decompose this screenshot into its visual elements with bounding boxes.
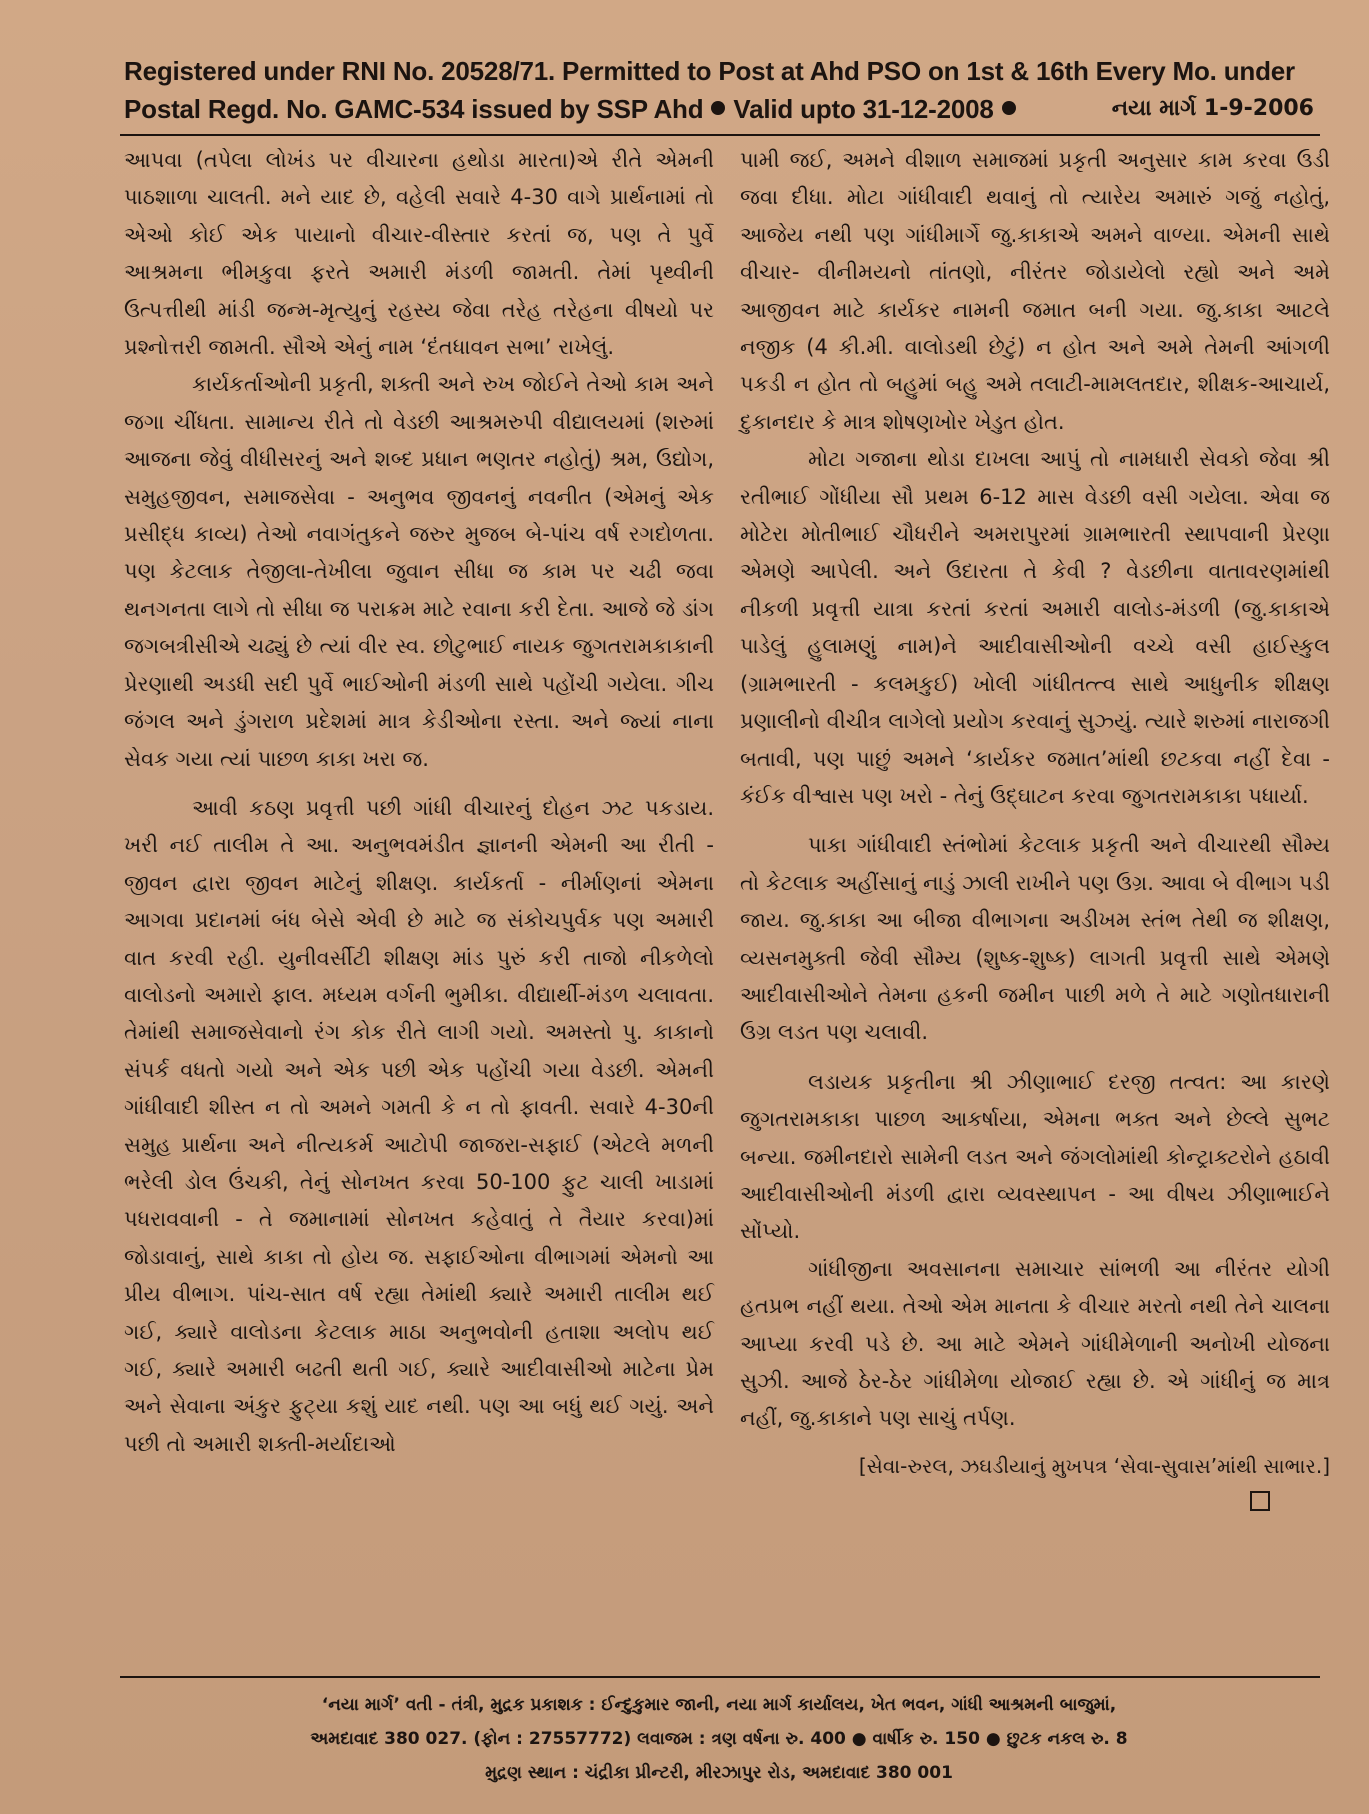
paragraph: પાકા ગાંધીવાદી સ્તંભોમાં કેટલાક પ્રકૃતી અને વીચારથી સૌમ્ય તો કેટલાક અહીંસાનું નાડું ઝાલી રાખીને પણ ઉગ્ર. આવા બે વીભાગ પડી જાય. જુ.કાકા આ બીજા વીભાગના અડીખમ સ્તંભ તેથી જ શીક્ષણ, વ્યસનમુક્તી જેવી સૌમ્ય (શુષ્ક-શુષ્ક) લાગતી પ્રવૃત્તી સાથે એમણે આદીવાસીઓને તેમના હકની જમીન પાછી મળે તે માટે ગણોતધારાની ઉગ્ર લડત પણ ચલાવી. (740, 833, 1330, 1045)
valid-upto-text: Valid upto 31-12-2008 (733, 94, 994, 124)
paragraph: પામી જઈ, અમને વીશાળ સમાજમાં પ્રકૃતી અનુસાર કામ કરવા ઉડી જવા દીધા. મોટા ગાંધીવાદી થવાનું તો ત્યારેય અમારું ગજું નહોતું, આજેય નથી પણ ગાંધીમાર્ગે જુ.કાકાએ અમને વાળ્યા. એમની સાથે વીચાર- વીનીમયનો તાંતણો, નીરંતર જોડાયેલો રહ્યો અને અમે આજીવન માટે કાર્યકર નામની જમાત બની ગયા. જુ.કાકા આટલે નજીક (4 કી.મી. વાલોડથી છેટું) ન હોત અને અમે તેમની આંગળી પકડી ન હોત તો બહુમાં બહુ અમે તલાટી-મામલતદાર, શીક્ષક-આચાર્ય, દુકાનદાર કે માત્ર શોષણખોર ખેડુત હોત. (740, 148, 1330, 434)
footer-rule (120, 1676, 1320, 1678)
imprint-line-3: મુદ્રણ સ્થાન : ચંદ્રીકા પ્રીન્ટરી, મીરઝાપુર રોડ, અમદાવાદ 380 001 (485, 1763, 953, 1783)
paragraph: મોટા ગજાના થોડા દાખલા આપું તો નામધારી સેવકો જેવા શ્રી રતીભાઈ ગોંધીયા સૌ પ્રથમ 6-12 માસ વેડછી વસી ગયેલા. એવા જ મોટેરા મોતીભાઈ ચૌધરીને અમરાપુરમાં ગ્રામભારતી સ્થાપવાની પ્રેરણા એમણે આપેલી. અને ઉદારતા તે કેવી ? વેડછીના વાતાવરણમાંથી નીકળી પ્રવૃત્તી યાત્રા કરતાં કરતાં અમારી વાલોડ-મંડળી (જુ.કાકાએ પાડેલું હુલામણું નામ)ને આદીવાસીઓની વચ્ચે વસી હાઈસ્કુલ (ગ્રામભારતી - કલમકુઈ) ખોલી ગાંધીતત્ત્વ સાથે આધુનીક શીક્ષણ પ્રણાલીનો વીચીત્ર લાગેલો પ્રયોગ કરવાનું સુઝ્યું. ત્યારે શરુમાં નારાજગી બતાવી, પણ પાછું અમને ‘કાર્યકર જમાત’માંથી છટકવા નહીં દેવા - કંઈક વીશ્વાસ પણ ખરો - તેનું ઉદ્ઘાટન કરવા જુગતરામકાકા પધાર્યા. (740, 447, 1330, 808)
left-column (124, 142, 714, 1463)
paragraph: આવી કઠણ પ્રવૃત્તી પછી ગાંધી વીચારનું દોહન ઝટ પકડાય. ખરી નઈ તાલીમ તે આ. અનુભવમંડીત જ્ઞાનની એમની આ રીતી - જીવન દ્વારા જીવન માટેનું શીક્ષણ. કાર્યકર્તા - નીર્માણનાં એમના આગવા પ્રદાનમાં બંધ બેસે એવી છે માટે જ સંકોચપુર્વક પણ અમારી વાત કરવી રહી. યુનીવર્સીટી શીક્ષણ માંડ પુરું કરી તાજો નીકળેલો વાલોડનો અમારો ફાલ. મધ્યમ વર્ગની ભુમીકા. વીદ્યાર્થી-મંડળ ચલાવતા. તેમાંથી સમાજસેવાનો રંગ કોક રીતે લાગી ગયો. અમસ્તો પુ. કાકાનો સંપર્ક વધતો ગયો અને એક પછી એક પહોંચી ગયા વેડછી. એમની ગાંધીવાદી શીસ્ત ન તો અમને ગમતી કે ન તો ફાવતી. સવારે 4-30ની સમુહ પ્રાર્થના અને નીત્યકર્મ આટોપી જાજરા-સફાઈ (એટલે મળની ભરેલી ડોલ ઉંચકી, તેનું સોનખત કરવા 50-100 ફુટ ચાલી ખાડામાં પધરાવવાની - તે જમાનામાં સોનખત કહેવાતું તે તૈયાર કરવા)માં જોડાવાનું, સાથે કાકા તો હોય જ. સફાઈઓના વીભાગમાં એમનો આ પ્રીય વીભાગ. પાંચ-સાત વર્ષ રહ્યા તેમાંથી ક્યારે અમારી તાલીમ થઈ ગઈ, ક્યારે વાલોડના કેટલાક માઠા અનુભવોની હતાશા અલોપ થઈ ગઈ, ક્યારે અમારી બઢતી થતી ગઈ, ક્યારે આદીવાસીઓ માટેના પ્રેમ અને સેવાના અંકુર ફુટ્યા કશું યાદ નથી. પણ આ બધું થઈ ગયું. અને પછી તો અમારી શક્તી-મર્યાદાઓ (124, 795, 714, 1456)
bullet-dot-icon (1002, 101, 1016, 115)
paragraph: આપવા (તપેલા લોખંડ પર વીચારના હથોડા મારતા)એ રીતે એમની પાઠશાળા ચાલતી. મને યાદ છે, વહેલી સવારે 4-30 વાગે પ્રાર્થનામાં તો એઓ કોઈ એક પાયાનો વીચાર-વીસ્તાર કરતાં જ, પણ તે પુર્વે આશ્રમના ભીમકુવા ફરતે અમારી મંડળી જામતી. તેમાં પૃથ્વીની ઉત્પત્તીથી માંડી જન્મ-મૃત્યુનું રહસ્ય જેવા તરેહ તરેહના વીષયો પર પ્રશ્નોત્તરી જામતી. સૌએ એનું નામ ‘દંતધાવન સભા’ રાખેલું. (124, 148, 714, 360)
masthead-header (124, 52, 1314, 128)
paragraph: લડાયક પ્રકૃતીના શ્રી ઝીણાભાઈ દરજી તત્વત: આ કારણે જુગતરામકાકા પાછળ આકર્ષાયા, એમના ભક્ત અને છેલ્લે સુભટ બન્યા. જમીનદારો સામેની લડત અને જંગલોમાંથી કોન્ટ્રાક્ટરોને હઠાવી આદીવાસીઓની મંડળી દ્વારા વ્યવસ્થાપન - આ વીષય ઝીણાભાઈને સોંપ્યો. (740, 1069, 1330, 1244)
issue-date: નયા માર્ગ 1-9-2006 (1111, 96, 1314, 121)
postal-regd-text: Postal Regd. No. GAMC-534 issued by SSP Ahd (124, 94, 704, 124)
paragraph: કાર્યકર્તાઓની પ્રકૃતી, શક્તી અને રુખ જોઈને તેઓ કામ અને જગા ચીંધતા. સામાન્ય રીતે તો વેડછી આશ્રમરુપી વીદ્યાલયમાં (શરુમાં આજના જેવું વીધીસરનું અને શબ્દ પ્રધાન ભણતર નહોતું) શ્રમ, ઉદ્યોગ, સમુહજીવન, સમાજસેવા - અનુભવ જીવનનું નવનીત (એમનું એક પ્રસીદ્ધ કાવ્ય) તેઓ નવાગંતુકને જરુર મુજબ બે-પાંચ વર્ષ રગદોળતા. પણ કેટલાક તેજીલા-તેખીલા જુવાન સીધા જ કામ પર ચઢી જવા થનગનતા લાગે તો સીધા જ પરાક્રમ માટે રવાના કરી દેતા. આજે જે ડાંગ જગબત્રીસીએ ચઢ્યું છે ત્યાં વીર સ્વ. છોટુભાઈ નાયક જુગતરામકાકાની પ્રેરણાથી અડધી સદી પુર્વે ભાઈઓની મંડળી સાથે પહોંચી ગયેલા. ગીચ જંગલ અને ડુંગરાળ પ્રદેશમાં માત્ર કેડીઓના રસ્તા. અને જ્યાં નાના સેવક ગયા ત્યાં પાછળ કાકા ખરા જ. (124, 372, 714, 771)
registration-line-1: Registered under RNI No. 20528/71. Permitted to Post at Ahd PSO on 1st & 16th Every Mo. under (124, 56, 1295, 86)
header-rule (120, 134, 1320, 136)
end-mark-icon (1250, 1491, 1270, 1511)
bullet-dot-icon (711, 101, 725, 115)
source-credit: [સેવા-રુરલ, ઝઘડીયાનું મુખપત્ર ‘સેવા-સુવાસ’માંથી સાભાર.] (858, 1453, 1330, 1478)
imprint-line-2: અમદાવાદ 380 027. (ફોન : 27557772) લવાજમ : ત્રણ વર્ષના રુ. 400 ● વાર્ષીક રુ. 150 ● છુટક નકલ રુ. 8 (310, 1729, 1128, 1749)
paragraph: ગાંધીજીના અવસાનના સમાચાર સાંભળી આ નીરંતર યોગી હતપ્રભ નહીં થયા. તેઓ એમ માનતા કે વીચાર મરતો નથી તેને ચાલના આપ્યા કરવી પડે છે. આ માટે એમને ગાંધીમેળાની અનોખી યોજના સુઝી. આજે ઠેર-ઠેર ગાંધીમેળા યોજાઈ રહ્યા છે. એ ગાંધીનું જ માત્ર નહીં, જુ.કાકાને પણ સાચું તર્પણ. (740, 1256, 1330, 1431)
right-column (740, 142, 1330, 1511)
imprint-footer (124, 1688, 1314, 1790)
imprint-line-1: ‘નયા માર્ગ’ વતી - તંત્રી, મુદ્રક પ્રકાશક : ઈન્દુકુમાર જાની, નયા માર્ગ કાર્યાલય, ખેત ભવન, ગાંધી આશ્રમની બાજુમાં, (321, 1695, 1117, 1715)
